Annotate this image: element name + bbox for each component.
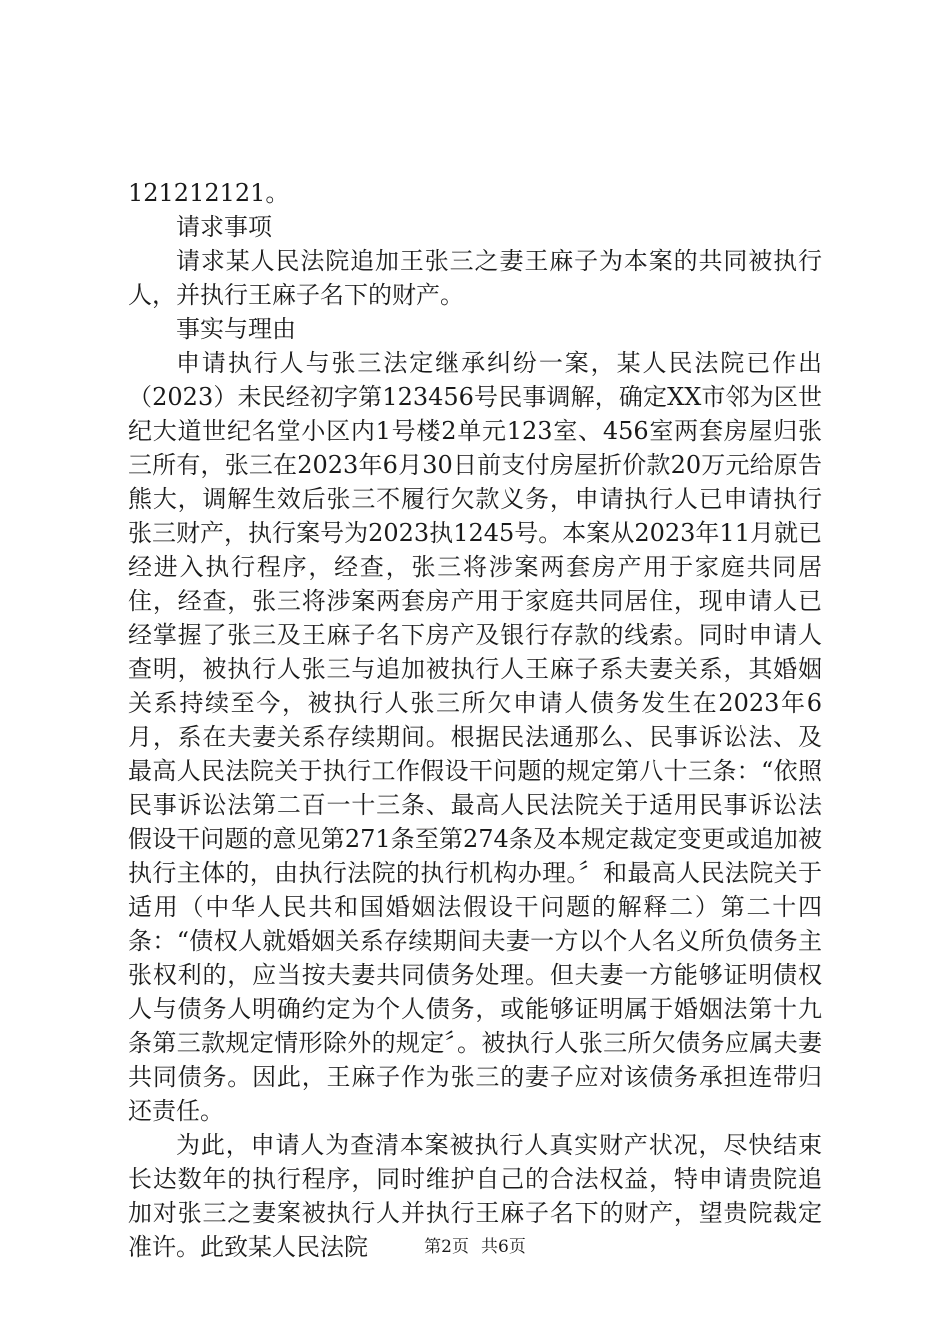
paragraph-request: 请求某人民法院追加王张三之妻王麻子为本案的共同被执行人，并执行王麻子名下的财产。 [128, 247, 822, 309]
heading-request-items: 请求事项 [176, 213, 272, 241]
heading-facts-and-reasons: 事实与理由 [176, 315, 296, 343]
paragraph-continuation: 121212121。 [128, 179, 290, 207]
document-body [128, 176, 822, 1264]
page-total: 共6页 [481, 1237, 526, 1257]
paragraph-facts: 申请执行人与张三法定继承纠纷一案，某人民法院已作出（2023）未民经初字第123456号民事调解，确定XX市邻为区世纪大道世纪名堂小区内1号楼2单元123室、456室两套房屋归张三所有，张三在2023年6月30日前支付房屋折价款20万元给原告熊大，调解生效后张三不履行欠款义务，申请执行人已申请执行张三财产，执行案号为2023执1245号。本案从2023年11月就已经进入执行程序，经查，张三将涉案两套房产用于家庭共同居住，经查，张三将涉案两套房产用于家庭共同居住，现申请人已经掌握了张三及王麻子名下房产及银行存款的线索。同时申请人查明，被执行人张三与追加被执行人王麻子系夫妻关系，其婚姻关系持续至今，被执行人张三所欠申请人债务发生在2023年6月，系在夫妻关系存续期间。根据民法通那么、民事诉讼法、及最高人民法院关于执行工作假设干问题的规定第八十三条：“依照民事诉讼法第二百一十三条、最高人民法院关于适用民事诉讼法假设干问题的意见第271条至第274条及本规定裁定变更或追加被执行主体的，由执行法院的执行机构办理。〞和最高人民法院关于适用（中华人民共和国婚姻法假设干问题的解释二）第二十四条：“债权人就婚姻关系存续期间夫妻一方以个人名义所负债务主张权利的，应当按夫妻共同债务处理。但夫妻一方能够证明债权人与债务人明确约定为个人债务，或能够证明属于婚姻法第十九条第三款规定情形除外的规定〞。被执行人张三所欠债务应属夫妻共同债务。因此，王麻子作为张三的妻子应对该债务承担连带归还责任。 [128, 349, 822, 1125]
page-number: 第2页 [424, 1237, 469, 1257]
page-footer [0, 1232, 950, 1257]
paragraph-conclusion: 为此，申请人为查清本案被执行人真实财产状况，尽快结束长达数年的执行程序，同时维护自己的合法权益，特申请贵院追加对张三之妻案被执行人并执行王麻子名下的财产，望贵院裁定准许。此致某人民法院 [128, 1131, 822, 1261]
